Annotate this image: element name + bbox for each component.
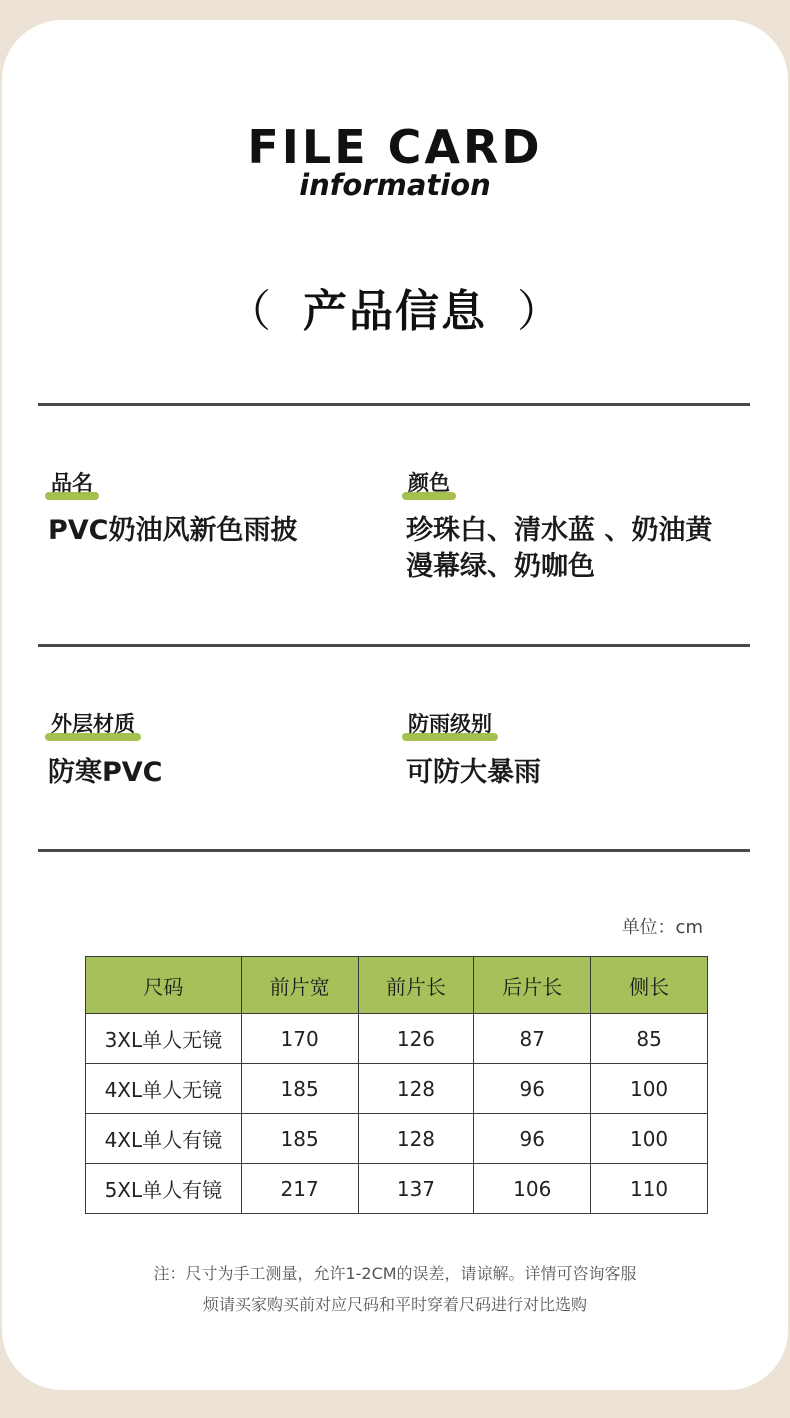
table-row [86, 1064, 708, 1114]
rain-level-label: 防雨级别 [406, 708, 494, 738]
table-cell: 100 [591, 1064, 708, 1114]
table-cell: 126 [358, 1014, 474, 1064]
product-name-label: 品名 [49, 467, 95, 497]
table-row [86, 1164, 708, 1214]
table-header-row [86, 957, 708, 1014]
section-title [0, 275, 790, 339]
rain-level-value: 可防大暴雨 [406, 757, 541, 788]
table-cell: 110 [591, 1164, 708, 1214]
header-size: 尺码 [86, 957, 242, 1014]
page-subtitle: information [299, 168, 491, 202]
unit-label: 单位：cm [621, 917, 703, 938]
header-front-length: 前片长 [358, 957, 474, 1014]
table-cell: 106 [474, 1164, 591, 1214]
table-cell: 4XL单人有镜 [86, 1114, 242, 1164]
table-cell: 100 [591, 1114, 708, 1164]
page-title: FILE CARD [247, 120, 543, 174]
header-back-length: 后片长 [474, 957, 591, 1014]
note-line-1: 注：尺寸为手工测量，允许1-2CM的误差，请谅解。详情可咨询客服 [153, 1264, 637, 1283]
table-row [86, 1114, 708, 1164]
table-cell: 4XL单人无镜 [86, 1064, 242, 1114]
table-cell: 96 [474, 1064, 591, 1114]
section-title-text: 产品信息 [303, 286, 487, 337]
table-cell: 5XL单人有镜 [86, 1164, 242, 1214]
material-label: 外层材质 [49, 708, 137, 738]
color-value-line1: 珍珠白、清水蓝 、奶油黄 [406, 515, 713, 546]
header-front-width: 前片宽 [241, 957, 358, 1014]
table-cell: 185 [241, 1114, 358, 1164]
color-value-line2: 漫幕绿、奶咖色 [406, 551, 595, 582]
table-cell: 85 [591, 1014, 708, 1064]
divider [38, 644, 750, 647]
note-line-2: 烦请买家购买前对应尺码和平时穿着尺码进行对比选购 [202, 1295, 587, 1314]
table-cell: 87 [474, 1014, 591, 1064]
table-cell: 137 [358, 1164, 474, 1214]
divider [38, 403, 750, 406]
table-cell: 128 [358, 1064, 474, 1114]
divider [38, 849, 750, 852]
size-table [85, 956, 708, 1214]
open-paren: （ [227, 286, 273, 337]
close-paren: ） [517, 286, 563, 337]
table-cell: 96 [474, 1114, 591, 1164]
table-cell: 185 [241, 1064, 358, 1114]
table-cell: 217 [241, 1164, 358, 1214]
color-label: 颜色 [406, 467, 452, 497]
table-cell: 3XL单人无镜 [86, 1014, 242, 1064]
table-cell: 128 [358, 1114, 474, 1164]
table-row [86, 1014, 708, 1064]
header-side-length: 侧长 [591, 957, 708, 1014]
material-value: 防寒PVC [48, 757, 163, 788]
table-cell: 170 [241, 1014, 358, 1064]
product-name-value: PVC奶油风新色雨披 [48, 515, 298, 546]
